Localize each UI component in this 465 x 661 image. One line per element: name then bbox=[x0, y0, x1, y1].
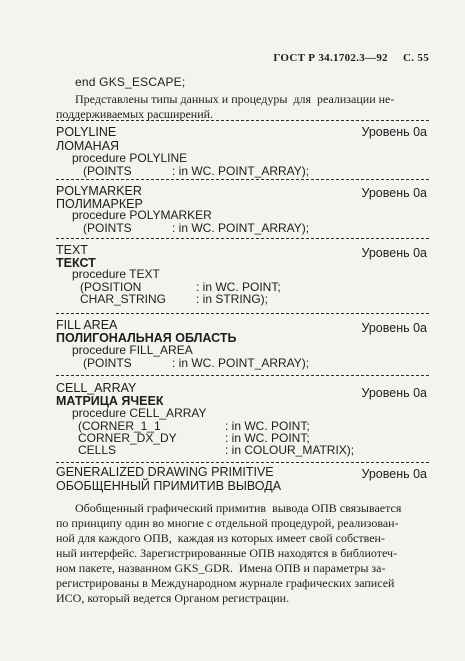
param-type: : in WC. POINT_ARRAY); bbox=[172, 356, 310, 370]
intro-paragraph bbox=[56, 92, 429, 122]
block-title-ru: ТЕКСТ bbox=[56, 256, 96, 270]
param-type: : in WC. POINT_ARRAY); bbox=[172, 221, 310, 235]
param-name: CORNER_DX_DY bbox=[78, 431, 177, 445]
param-name: (POINTS bbox=[83, 221, 132, 235]
param-name: (CORNER_1_1 bbox=[78, 419, 161, 433]
intro-line: поддерживаемых расширений. bbox=[56, 107, 214, 121]
procedure-line: procedure POLYLINE bbox=[72, 151, 188, 165]
intro-line: Представлены типы данных и процедуры для реализации не- bbox=[75, 92, 395, 106]
procedure-line: procedure POLYMARKER bbox=[72, 208, 212, 222]
page-number: С. 55 bbox=[403, 52, 429, 64]
block-level: Уровень 0а bbox=[361, 246, 427, 260]
section-divider bbox=[56, 313, 429, 314]
param-name: (POINTS bbox=[83, 164, 132, 178]
param-type: : in WC. POINT; bbox=[225, 431, 310, 445]
block-level: Уровень 0а bbox=[361, 467, 427, 481]
block-title-ru: МАТРИЦА ЯЧЕЕК bbox=[56, 394, 164, 408]
closing-line: по принципу один во многие с отдельной процедурой, реализован- bbox=[56, 516, 399, 530]
block-title-ru: ПОЛИГОНАЛЬНАЯ ОБЛАСТЬ bbox=[56, 331, 237, 345]
param-type: : in WC. POINT; bbox=[196, 280, 281, 294]
closing-line: ном пакете, названном GKS_GDR. Имена ОПВ и параметры за- bbox=[56, 561, 386, 575]
closing-line: ИСО, который ведется Органом регистрации. bbox=[56, 591, 290, 605]
standard-number: ГОСТ Р 34.1702.3—92 bbox=[273, 52, 388, 64]
block-level: Уровень 0а bbox=[361, 186, 427, 200]
section-divider bbox=[56, 238, 429, 239]
section-divider bbox=[56, 179, 429, 180]
section-divider bbox=[56, 375, 429, 376]
block-level: Уровень 0а bbox=[361, 125, 427, 139]
param-name: CHAR_STRING bbox=[80, 292, 167, 306]
block-level: Уровень 0а bbox=[361, 321, 427, 335]
closing-line: ный интерфейс. Зарегистрированные ОПВ находятся в библиотеч- bbox=[56, 546, 398, 560]
closing-line: Обобщенный графический примитив вывода ОПВ связывается bbox=[75, 501, 402, 515]
block-level: Уровень 0а bbox=[361, 386, 427, 400]
param-type: : in COLOUR_MATRIX); bbox=[225, 443, 355, 457]
block-title-ru: ЛОМАНАЯ bbox=[56, 139, 120, 153]
closing-line: регистрированы в Международном журнале графических записей bbox=[56, 576, 395, 590]
closing-paragraph bbox=[56, 501, 429, 606]
block-title-en: GENERALIZED DRAWING PRIMITIVE bbox=[56, 465, 274, 479]
param-name: CELLS bbox=[78, 443, 117, 457]
block-title-en: TEXT bbox=[56, 243, 88, 257]
param-type: : in WC. POINT_ARRAY); bbox=[172, 164, 310, 178]
section-divider bbox=[56, 462, 429, 463]
block-title-en: CELL_ARRAY bbox=[56, 381, 137, 395]
procedure-line: procedure TEXT bbox=[72, 267, 160, 281]
end-statement: end GKS_ESCAPE; bbox=[75, 75, 186, 89]
procedure-line: procedure FILL_AREA bbox=[72, 343, 193, 357]
page-header bbox=[273, 52, 429, 64]
param-type: : in STRING); bbox=[196, 292, 269, 306]
param-name: (POSITION bbox=[80, 280, 142, 294]
section-divider bbox=[56, 120, 429, 121]
param-type: : in WC. POINT; bbox=[225, 419, 310, 433]
block-title-en: FILL AREA bbox=[56, 318, 118, 332]
param-name: (POINTS bbox=[83, 356, 132, 370]
block-title-ru: ПОЛИМАРКЕР bbox=[56, 197, 143, 211]
block-title-en: POLYLINE bbox=[56, 125, 117, 139]
procedure-line: procedure CELL_ARRAY bbox=[72, 406, 207, 420]
block-title-ru: ОБОБЩЕННЫЙ ПРИМИТИВ ВЫВОДА bbox=[56, 479, 282, 493]
block-title-en: POLYMARKER bbox=[56, 184, 142, 198]
closing-line: ной для каждого ОПВ, каждая из которых имеет свой собствен- bbox=[56, 531, 385, 545]
